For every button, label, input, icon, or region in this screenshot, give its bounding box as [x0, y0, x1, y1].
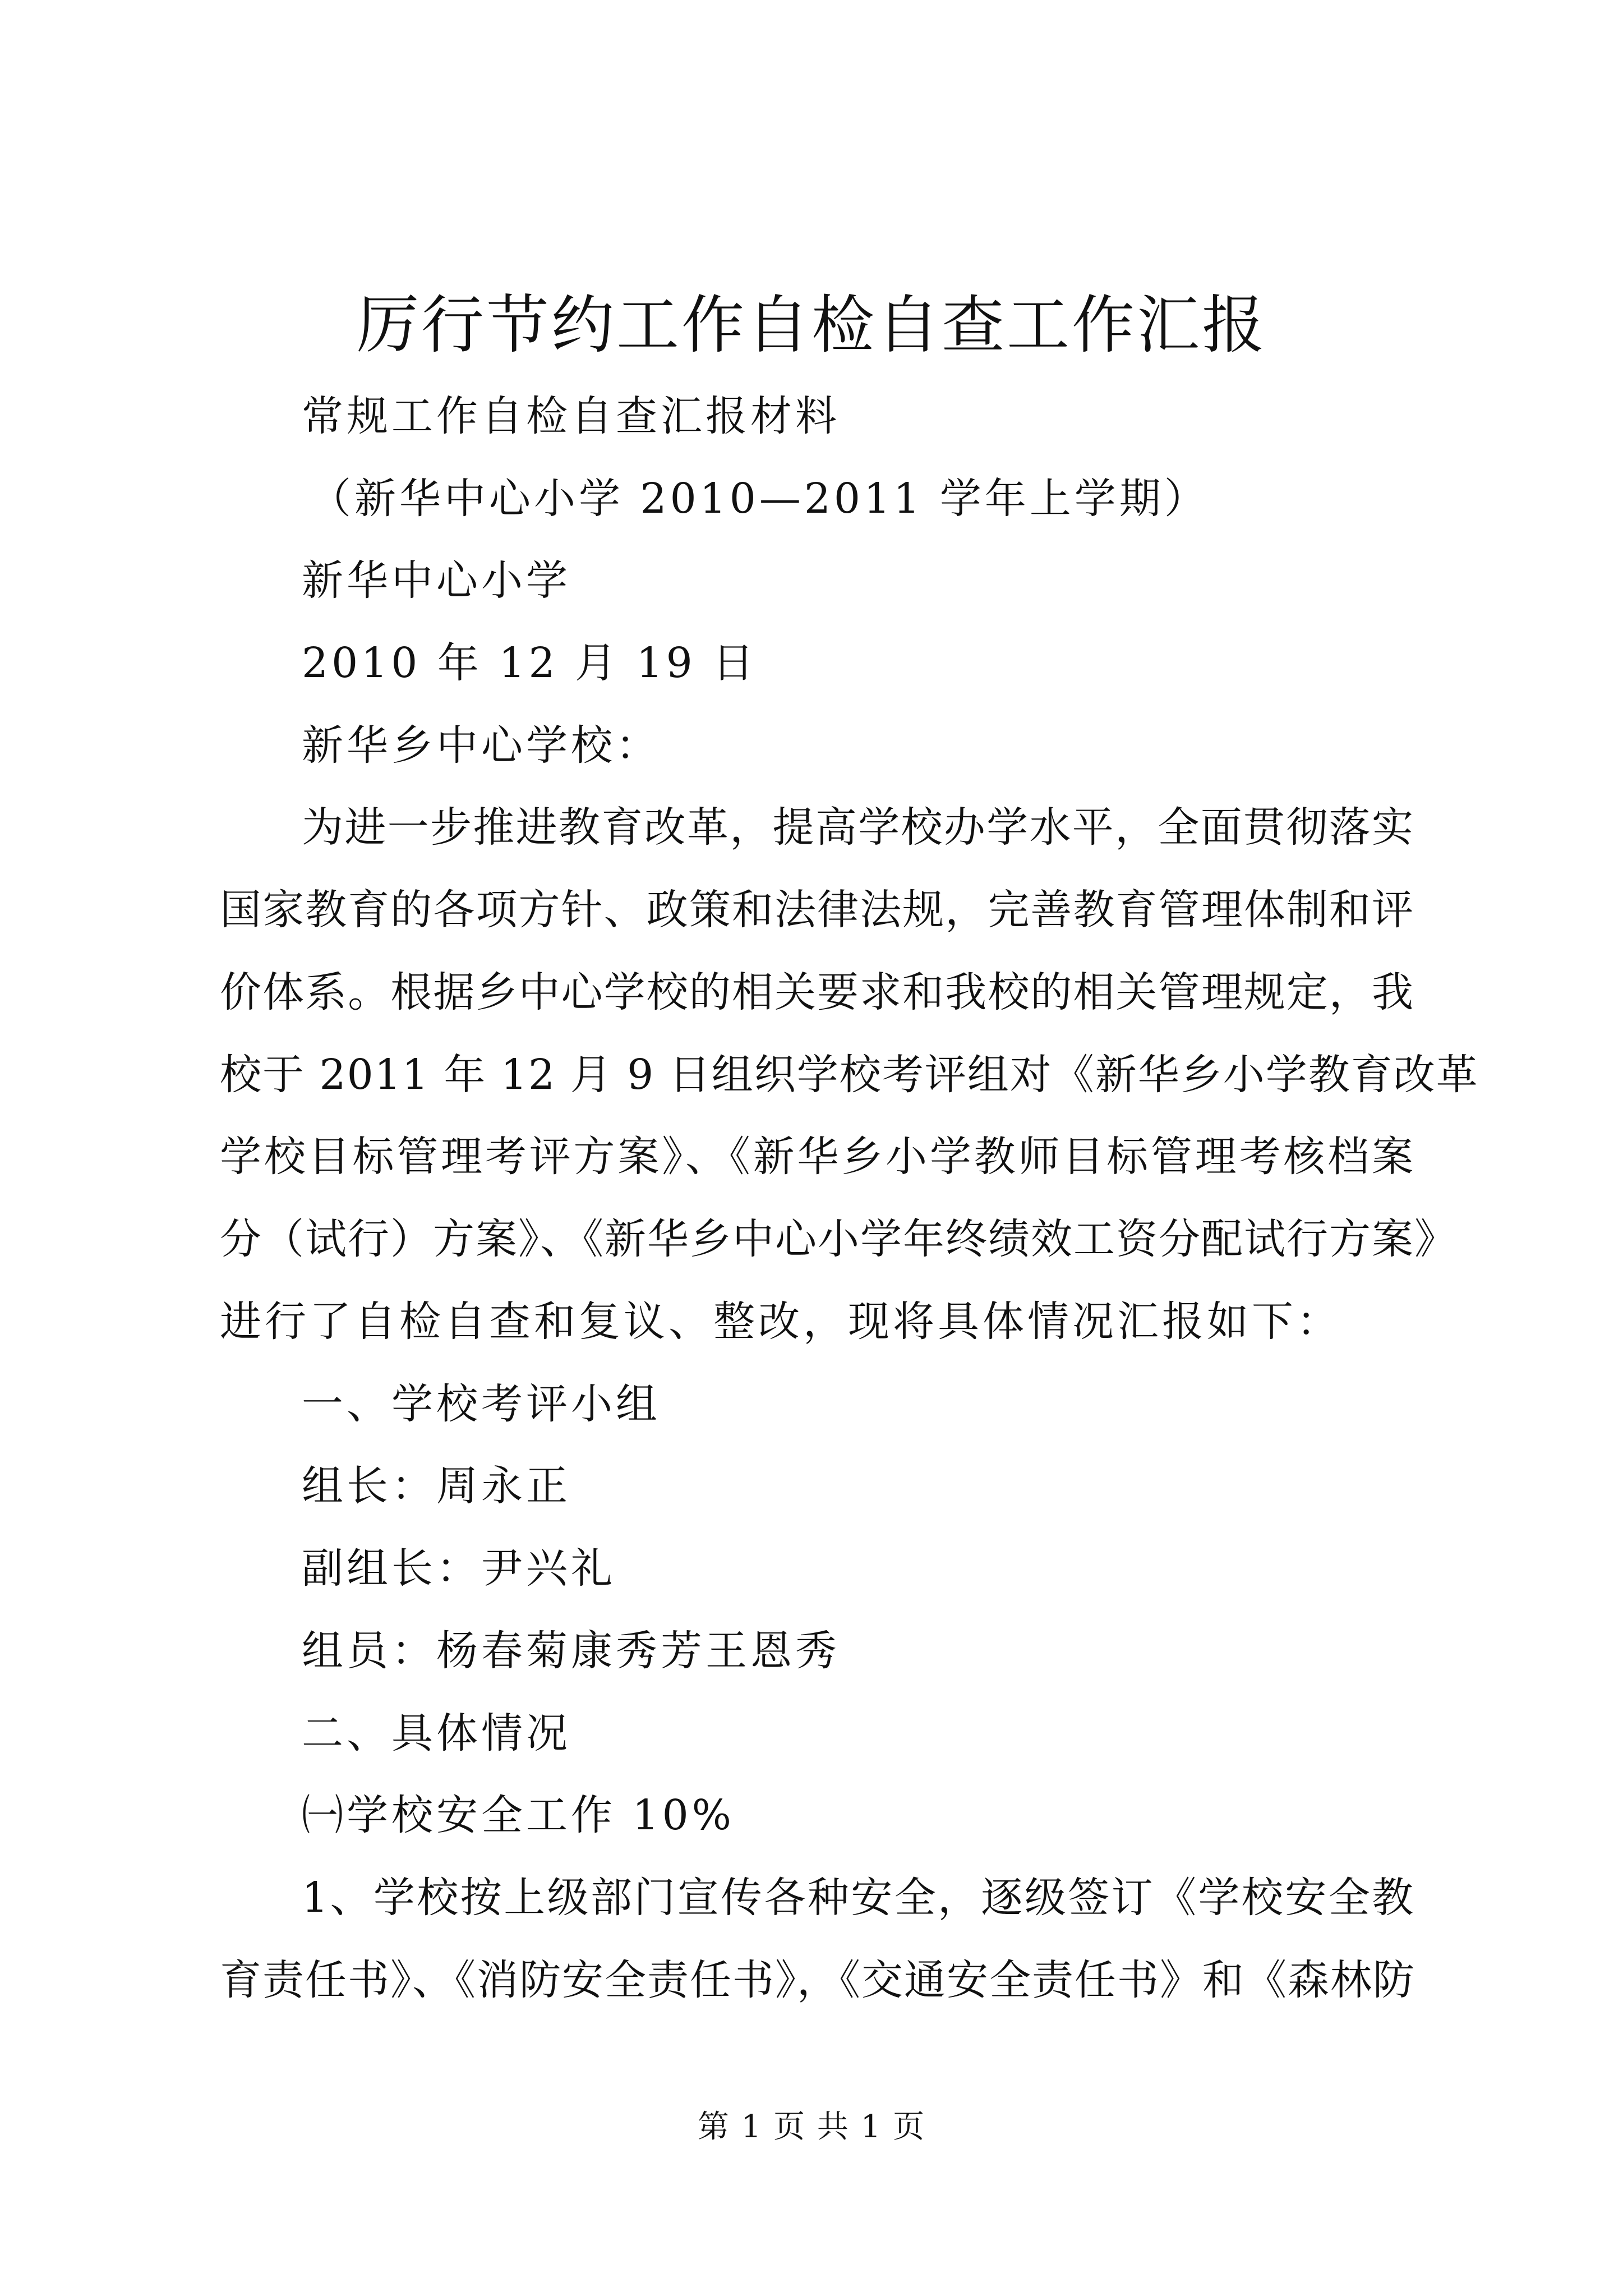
- subtitle-line: 常规工作自检自查汇报材料: [302, 392, 840, 440]
- school-name-line: 新华中心小学: [302, 556, 571, 605]
- paragraph-line: 价体系。根据乡中心学校的相关要求和我校的相关管理规定，我: [220, 968, 1414, 1016]
- salutation-line: 新华乡中心学校：: [302, 721, 661, 770]
- paragraph-line: 校于 2011 年 12 月 9 日组织学校考评组对《新华乡小学教育改革: [220, 1051, 1479, 1099]
- member-line: 组长：周永正: [302, 1462, 571, 1510]
- paragraph-line: 育责任书》、《消防安全责任书》，《交通安全责任书》和《森林防: [220, 1956, 1415, 2004]
- paragraph-line: 1、学校按上级部门宣传各种安全，逐级签订《学校安全教: [302, 1874, 1414, 1922]
- subsection-heading: ㈠学校安全工作 10%: [302, 1791, 735, 1839]
- paragraph-line: 国家教育的各项方针、政策和法律法规，完善教育管理体制和评: [220, 886, 1414, 934]
- section-heading: 一、学校考评小组: [302, 1380, 661, 1428]
- paragraph-line: 分（试行）方案》、《新华乡中心小学年终绩效工资分配试行方案》: [220, 1215, 1457, 1263]
- page-number-footer: 第 1 页 共 1 页: [697, 2109, 926, 2145]
- paragraph-line: 进行了自检自查和复议、整改，现将具体情况汇报如下：: [220, 1297, 1341, 1346]
- document-title: 厉行节约工作自检自查工作汇报: [356, 289, 1267, 362]
- term-line: （新华中心小学 2010—2011 学年上学期）: [310, 475, 1209, 523]
- date-line: 2010 年 12 月 19 日: [302, 639, 758, 687]
- paragraph-line: 学校目标管理考评方案》、《新华乡小学教师目标管理考核档案: [220, 1133, 1414, 1181]
- section-heading: 二、具体情况: [302, 1709, 571, 1757]
- member-line: 组员：杨春菊康秀芳王恩秀: [302, 1627, 840, 1675]
- paragraph-line: 为进一步推进教育改革，提高学校办学水平，全面贯彻落实: [302, 803, 1414, 852]
- member-line: 副组长：尹兴礼: [302, 1544, 616, 1593]
